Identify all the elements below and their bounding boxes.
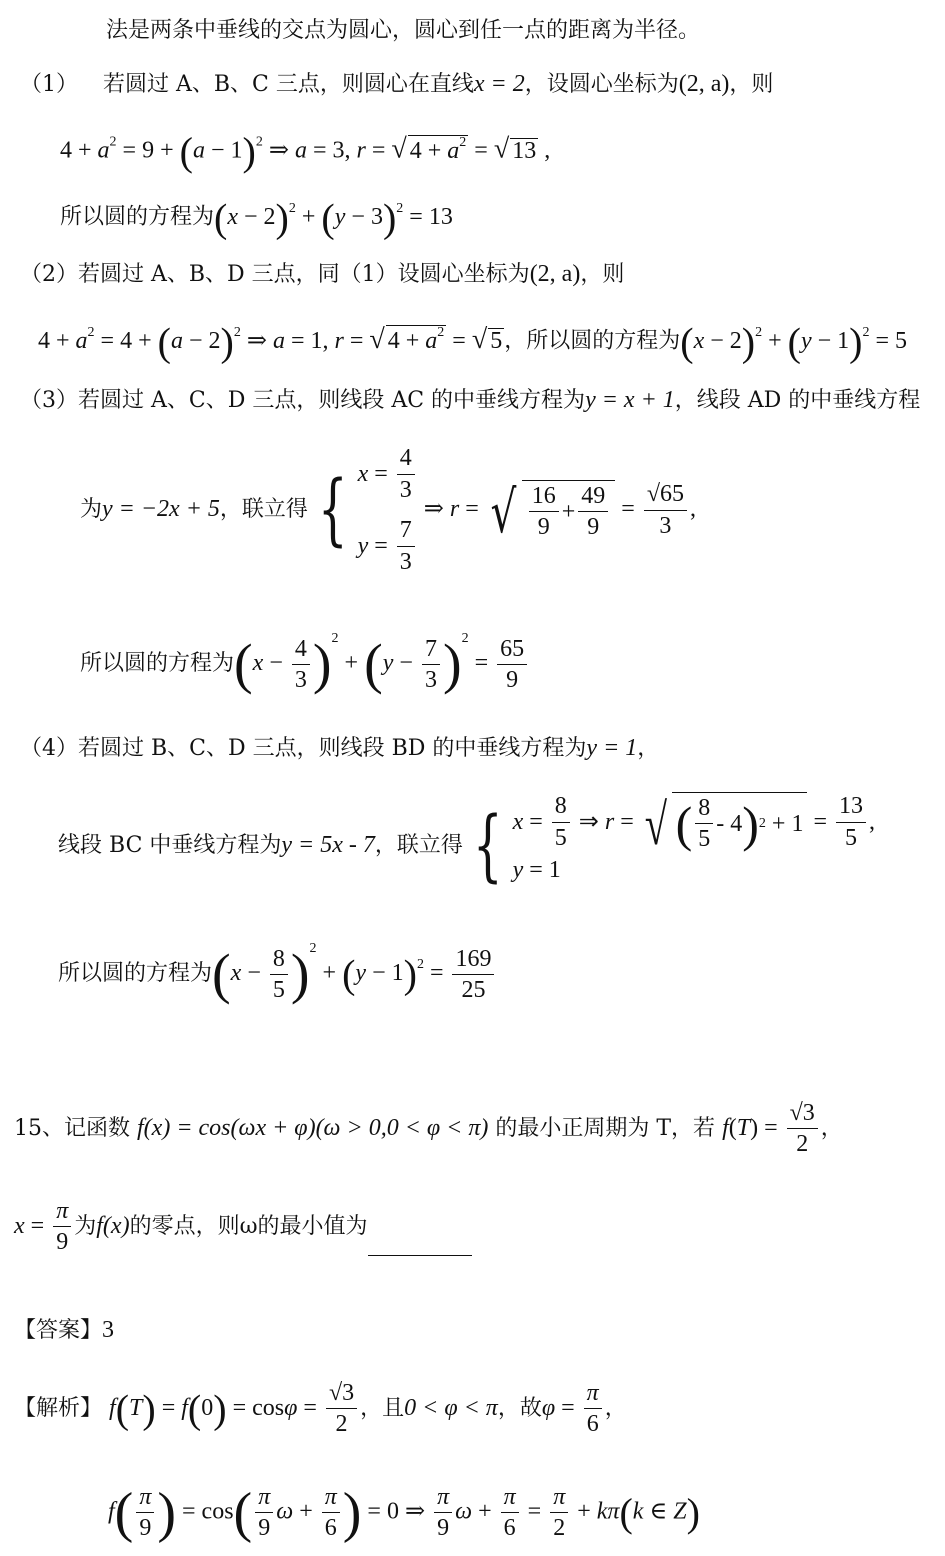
part4-result: 所以圆的方程为(x − $\frac{8}{5}$ )$^2 + (y - 1)^2$ = $\frac{169}{25}$	[58, 942, 497, 1003]
part4-system: 线段 BC 中垂线方程为y = 5x - 7，联立得 { x = $\frac{8}{5}$ ⇒ r = √ ( $\frac{8}{5}$ - 4 ) 2 + 1 = $\frac{13}{5}$ , y = 1	[58, 792, 876, 891]
answer-value: 3	[102, 1317, 115, 1343]
part2-equation: $4 + a^2 = 4 + (a - 2)^2$ ⇒ a = 1, r = √ $4 + a^2$ = √ 5，所以圆的方程为$(x - 2)^2 + (y - 1)^2 = 5$	[38, 319, 908, 364]
part3-result: 所以圆的方程为(x − $\frac{4}{3}$ )$^2$ + (y − $\frac{7}{3}$ )$^2$ = $\frac{65}{9}$	[80, 632, 530, 693]
answer-blank[interactable]	[368, 1233, 472, 1256]
part3-line: （3）若圆过 A、C、D 三点，则线段 AC 的中垂线方程为y = x + 1，线段 AD 的中垂线方程	[20, 387, 921, 413]
analysis-equation: f( $\frac{\pi}{9}$ ) = cos( $\frac{\pi}{9}$ ω + $\frac{\pi}{6}$ ) = 0 ⇒ $\frac{\pi}{9}$ ω + $\frac{\pi}{6}$ = $\frac{\pi}{2}$ + kπ(k ∈ Z)	[108, 1481, 700, 1544]
part4-line: （4）若圆过 B、C、D 三点，则线段 BD 的中垂线方程为y = 1，	[20, 735, 660, 761]
answer-line: 【答案】3	[14, 1317, 115, 1343]
part1-line: （1） 若圆过 A、B、C 三点，则圆心在直线x = 2，设圆心坐标为(2, a)，则	[20, 71, 774, 97]
part1-equation: $4 + a^2 = 9 + (a - 1)^2$ ⇒ a = 3, r = √ $4 + a^2$ = √ 13 ,	[60, 129, 551, 174]
part2-center: (2, a)	[529, 261, 581, 287]
analysis-line: 【解析】 f(T) = f(0) = cosφ = $\frac{√3}{2}$ ，且0 < φ < π，故φ = $\frac{\pi}{6}$ ，	[14, 1380, 627, 1438]
part1-line-math: x = 2	[473, 71, 525, 97]
intro-line: 法是两条中垂线的交点为圆心，圆心到任一点的距离为半径。	[106, 18, 701, 43]
part1-center: (2, a)	[678, 71, 730, 97]
part3-system: 为y = −2x + 5，联立得 { x = $\frac{4}{3}$ y = $\frac{7}{3}$ ⇒ r = √ $\frac{16}{9}$ + $\frac{49}{9}$ = $\frac{√65}{3}$ ,	[80, 445, 696, 575]
question-15-line2: x = $\frac{\pi}{9}$ 为f(x)的零点，则ω的最小值为	[14, 1198, 472, 1256]
part1-result: 所以圆的方程为$(x - 2)^2 + (y - 3)^2 = 13$	[60, 195, 453, 240]
question-15: 15、记函数 f(x) = cos(ωx + φ)(ω > 0,0 < φ < π) 的最小正周期为 T，若 f(T) = $\frac{√3}{2}$ ，	[14, 1100, 843, 1158]
part2-line: （2）若圆过 A、B、D 三点，同（1）设圆心坐标为(2, a)，则	[20, 261, 625, 287]
